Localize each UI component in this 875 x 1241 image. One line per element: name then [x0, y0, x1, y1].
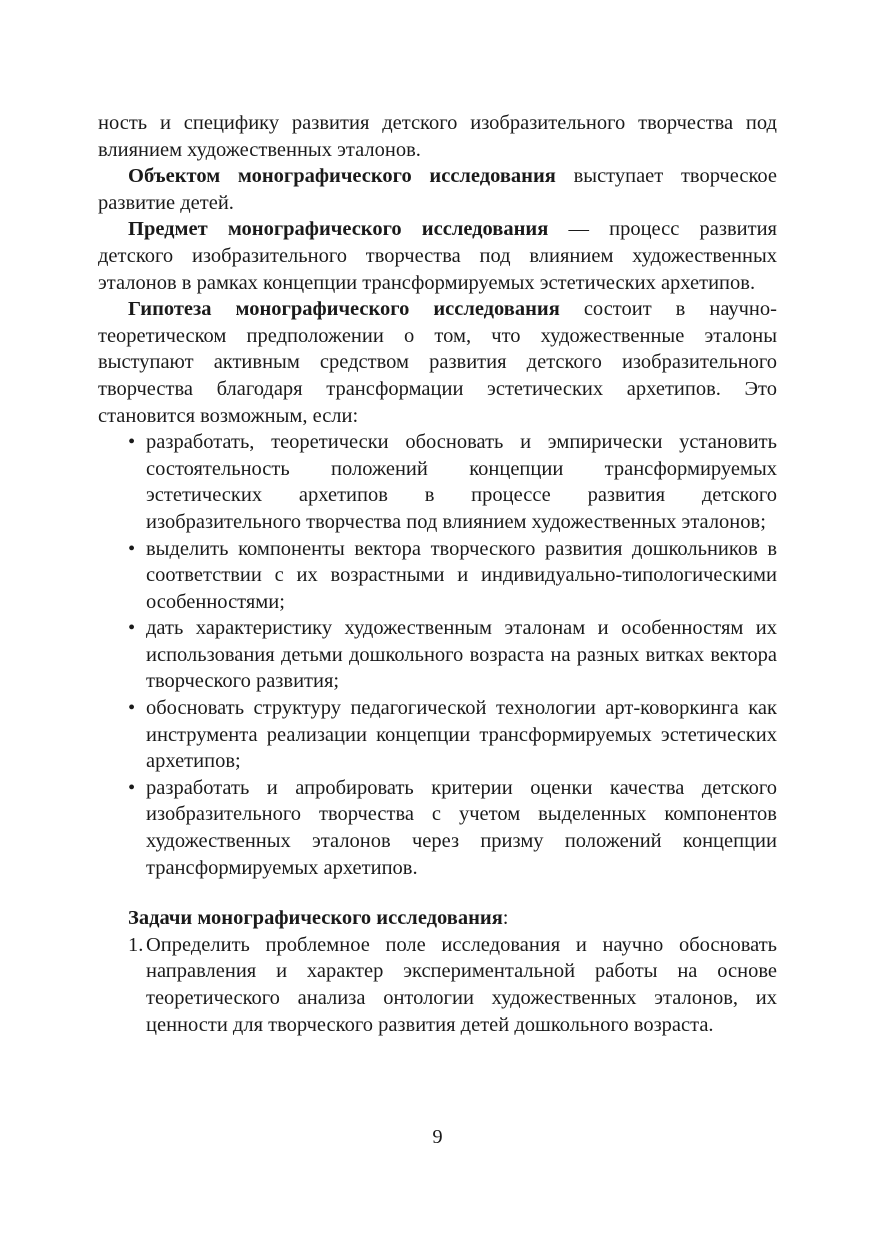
term-object: Объектом монографического исследования [128, 165, 556, 188]
document-page [98, 110, 777, 1038]
task-text: Определить проблемное поле исследования и научно обосновать направления и характер экспериментальной работы на основе теоретического анализа онтологии художественных эталонов, их ценности для творческого развития детей дошкольного возраста. [146, 933, 777, 1036]
hypothesis-text: состоит в научно-теоретическом предположении о том, что художественные эталоны выступают активным средством развития детского изобразительного творчества благодаря трансформации эстетических архетипов. Это становится возможным, если: [98, 298, 777, 427]
term-tasks: Задачи монографического исследования [128, 907, 503, 930]
term-subject: Предмет монографического исследования [128, 218, 549, 241]
list-item: • выделить компоненты вектора творческого развития дошкольников в соответствии с их возрастными и индивидуально-типологическими особенностями; [98, 536, 777, 616]
paragraph-continuation: ность и специфику развития детского изобразительного творчества под влиянием художественных эталонов. [98, 112, 777, 161]
subject-text: — процесс развития детского изобразительного творчества под влиянием художественных эталонов в рамках концепции трансформируемых эстетических архетипов. [98, 218, 777, 294]
list-item: • обосновать структуру педагогической технологии арт-коворкинга как инструмента реализации концепции трансформируемых эстетических архетипов; [98, 695, 777, 775]
list-item: • разработать и апробировать критерии оценки качества детского изобразительного творчества с учетом выделенных компонентов художественных эталонов через призму положений концепции трансформируемых архетипов. [98, 775, 777, 881]
list-item: • дать характеристику художественным эталонам и особенностям их использования детьми дошкольного возраста на разных витках вектора творческого развития; [98, 615, 777, 695]
tasks-heading [98, 905, 777, 932]
task-number: 1. [128, 933, 144, 956]
term-hypothesis: Гипотеза монографического исследования [128, 298, 560, 321]
tasks-heading-colon: : [502, 907, 509, 930]
object-text: выступает творческое развитие детей. [98, 165, 777, 214]
paragraph-object [98, 163, 777, 216]
paragraph-hypothesis [98, 296, 777, 429]
tasks-list [98, 932, 777, 1038]
list-item: • разработать, теоретически обосновать и эмпирически установить состоятельность положений концепции трансформируемых эстетических архетипов в процессе развития детского изобразительного творчества под влиянием художественных эталонов; [98, 429, 777, 535]
task-item [98, 932, 777, 1038]
paragraph-subject [98, 216, 777, 296]
page-number: 9 [432, 1126, 443, 1148]
hypothesis-conditions-list [98, 429, 777, 881]
